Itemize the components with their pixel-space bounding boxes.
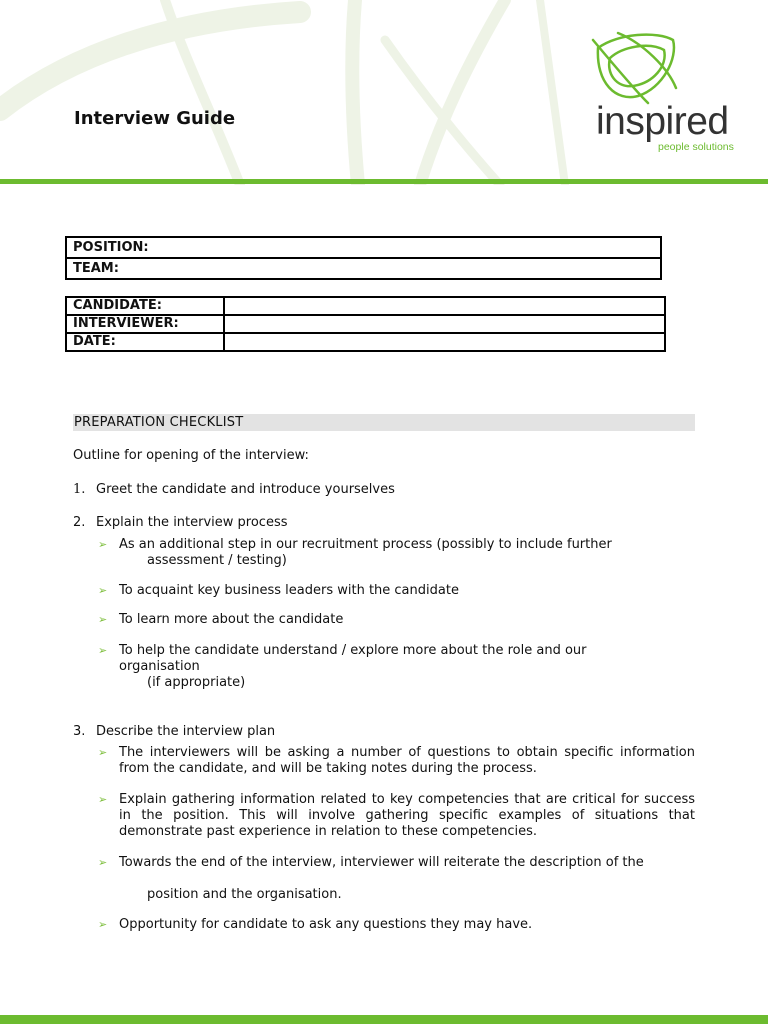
item-text: Describe the interview plan — [96, 724, 276, 739]
bullet-text: The interviewers will be asking a number of questions to obtain specific information from the candidate, and will be taking notes during the process. — [119, 745, 695, 776]
bullet-text: Towards the end of the interview, interviewer will reiterate the description of the — [119, 855, 644, 870]
item-number: 3. — [73, 724, 86, 739]
candidate-label: CANDIDATE: — [66, 297, 224, 315]
arrow-bullet-icon: ➢ — [98, 856, 108, 869]
arrow-bullet-icon: ➢ — [98, 613, 108, 626]
team-field[interactable] — [66, 258, 661, 279]
intro-text: Outline for opening of the interview: — [73, 448, 309, 463]
footer-divider — [0, 1015, 768, 1024]
company-logo — [586, 28, 756, 158]
date-field[interactable] — [224, 333, 665, 351]
date-label: DATE: — [66, 333, 224, 351]
logo-tagline: people solutions — [658, 141, 734, 153]
arrow-bullet-icon: ➢ — [98, 918, 108, 931]
page-title: Interview Guide — [74, 108, 236, 129]
logo-rings-icon — [588, 28, 678, 106]
header-divider — [0, 179, 768, 184]
position-team-table — [65, 236, 662, 280]
arrow-bullet-icon: ➢ — [98, 793, 108, 806]
arrow-bullet-icon: ➢ — [98, 644, 108, 657]
item-text: Explain the interview process — [96, 515, 288, 530]
bullet-text-continued: (if appropriate) — [147, 675, 246, 690]
interviewer-label: INTERVIEWER: — [66, 315, 224, 333]
arrow-bullet-icon: ➢ — [98, 584, 108, 597]
interviewer-field[interactable] — [224, 315, 665, 333]
arrow-bullet-icon: ➢ — [98, 746, 108, 759]
arrow-bullet-icon: ➢ — [98, 538, 108, 551]
candidate-details-table — [65, 296, 666, 352]
team-label: TEAM: — [73, 260, 119, 276]
item-number: 2. — [73, 515, 86, 530]
bullet-text-continued: assessment / testing) — [147, 553, 287, 568]
bullet-text: To help the candidate understand / explore more about the role and our organisation — [119, 643, 587, 674]
bullet-text: Opportunity for candidate to ask any questions they may have. — [119, 917, 533, 932]
section-heading: PREPARATION CHECKLIST — [73, 414, 695, 431]
bullet-text: Explain gathering information related to key competencies that are critical for success in the position. This will involve gathering specific examples of situations that demonstrate past experience in relation to these competencies. — [119, 792, 695, 839]
candidate-field[interactable] — [224, 297, 665, 315]
bullet-text: As an additional step in our recruitment process (possibly to include further — [119, 537, 612, 552]
position-field[interactable] — [66, 237, 661, 258]
item-number: 1. — [73, 482, 86, 497]
bullet-text: To acquaint key business leaders with the candidate — [119, 583, 459, 598]
bullet-text-continued: position and the organisation. — [147, 887, 342, 902]
bullet-text: To learn more about the candidate — [119, 612, 344, 627]
item-text: Greet the candidate and introduce yourselves — [96, 482, 395, 497]
position-label: POSITION: — [73, 239, 149, 255]
logo-wordmark: inspired — [596, 100, 729, 143]
